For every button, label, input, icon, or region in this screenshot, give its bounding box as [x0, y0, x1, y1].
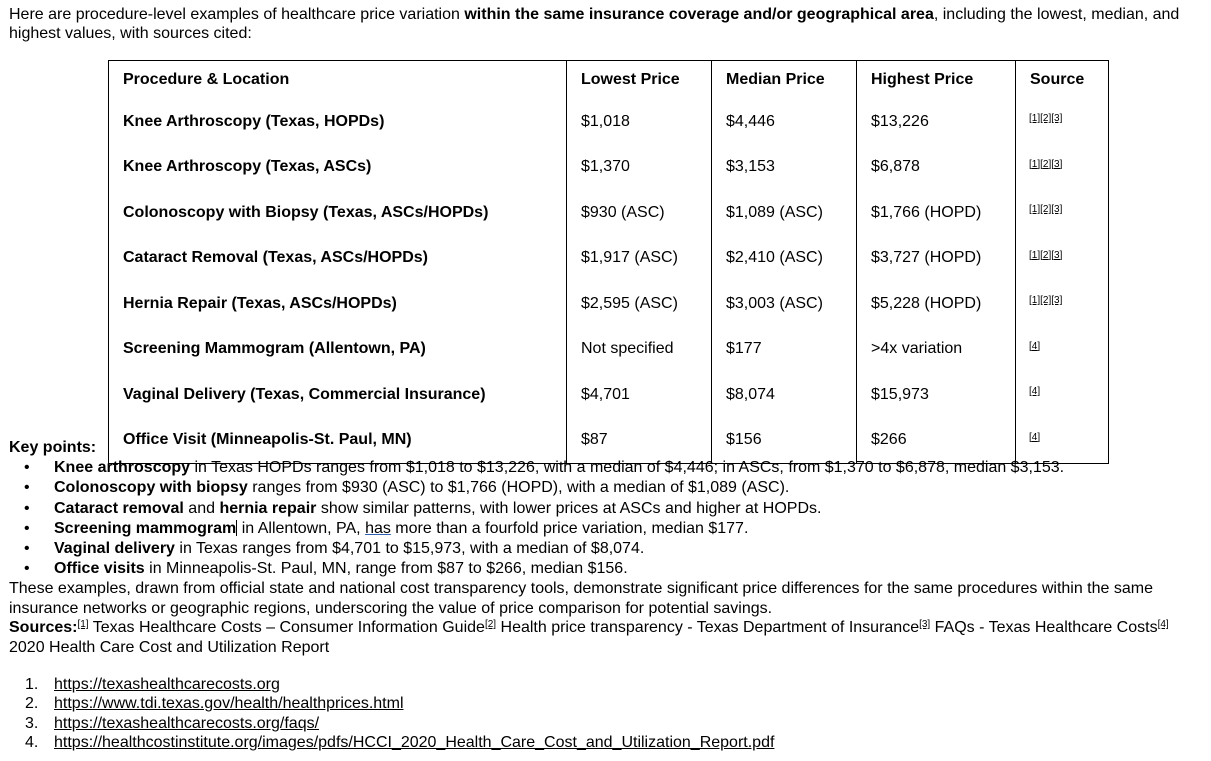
list-number: 1. [25, 676, 39, 693]
cell-lowest: $1,018 [567, 99, 712, 145]
cell-procedure: Colonoscopy with Biopsy (Texas, ASCs/HOPDs) [109, 190, 567, 236]
list-item [0, 733, 774, 752]
cell-highest: $15,973 [857, 372, 1016, 418]
list-item-bold: Cataract removal [54, 499, 184, 517]
list-item [0, 694, 774, 713]
bullet-icon: • [24, 499, 30, 517]
cell-highest: $13,226 [857, 99, 1016, 145]
source-ref-marker[interactable]: [2] [484, 619, 497, 630]
list-item [0, 478, 1064, 498]
cell-median: $2,410 (ASC) [712, 236, 857, 282]
bullet-icon: • [24, 540, 30, 558]
cell-highest: $5,228 (HOPD) [857, 281, 1016, 327]
sources-label: Sources: [9, 619, 78, 636]
cell-median: $3,153 [712, 145, 857, 191]
list-item-text: in Texas ranges from $4,701 to $15,973, with a median of $8,074. [174, 540, 645, 558]
table-row [109, 236, 1109, 282]
intro-text-bold: within the same insurance coverage and/or geographical area [464, 6, 934, 23]
cell-source-link[interactable]: [4] [1016, 372, 1109, 418]
source-ref-marker[interactable]: [3] [919, 619, 931, 630]
list-item [0, 714, 774, 733]
table-row [109, 327, 1109, 373]
list-item-text: more than a fourfold price variation, median $177. [390, 519, 749, 537]
list-item [0, 458, 1064, 478]
header-highest: Highest Price [857, 61, 1016, 100]
bullet-icon: • [24, 560, 30, 578]
price-table [108, 60, 1109, 464]
cell-highest: $266 [857, 418, 1016, 464]
source-link[interactable]: https://texashealthcarecosts.org/faqs/ [54, 714, 320, 732]
cell-source-link[interactable]: [1][2][3] [1016, 190, 1109, 236]
cell-median: $3,003 (ASC) [712, 281, 857, 327]
cell-highest: >4x variation [857, 327, 1016, 373]
cell-procedure: Cataract Removal (Texas, ASCs/HOPDs) [109, 236, 567, 282]
cell-procedure: Knee Arthroscopy (Texas, HOPDs) [109, 99, 567, 145]
list-item-text-pre: in Allentown, PA, [237, 519, 366, 537]
cell-lowest: $87 [567, 418, 712, 464]
list-item [0, 675, 774, 694]
source-link[interactable]: https://texashealthcarecosts.org [54, 676, 280, 693]
table-row [109, 418, 1109, 464]
source-link[interactable]: https://healthcostinstitute.org/images/pdfs/HCCI_2020_Health_Care_Cost_and_Utilization_Report.pdf [54, 733, 775, 751]
list-item-bold: Colonoscopy with biopsy [54, 479, 248, 497]
source-ref-marker[interactable]: [4] [1157, 619, 1169, 630]
table-row [109, 372, 1109, 418]
bullet-icon: • [24, 479, 30, 497]
list-item [0, 519, 1064, 539]
cell-procedure: Knee Arthroscopy (Texas, ASCs) [109, 145, 567, 191]
cell-highest: $1,766 (HOPD) [857, 190, 1016, 236]
table-header-row [109, 61, 1109, 100]
cell-procedure: Vaginal Delivery (Texas, Commercial Insurance) [109, 372, 567, 418]
bullet-icon: • [24, 459, 30, 476]
key-points-list [0, 458, 1064, 580]
header-procedure: Procedure & Location [109, 61, 567, 100]
intro-text-before: Here are procedure-level examples of healthcare price variation [9, 6, 465, 23]
key-points-heading: Key points: [9, 439, 97, 456]
bullet-icon: • [24, 519, 30, 537]
cell-procedure: Office Visit (Minneapolis-St. Paul, MN) [109, 418, 567, 464]
source-ref-title: Texas Healthcare Costs – Consumer Information Guide [88, 619, 485, 636]
header-lowest: Lowest Price [567, 61, 712, 100]
cell-source-link[interactable]: [1][2][3] [1016, 99, 1109, 145]
cell-median: $4,446 [712, 99, 857, 145]
source-ref-marker[interactable]: [1] [77, 619, 89, 630]
list-item-text-mid: and [183, 499, 220, 517]
source-links-list [0, 675, 774, 752]
list-item-bold: Vaginal delivery [54, 540, 175, 558]
source-ref-title: 2020 Health Care Cost and Utilization Report [9, 638, 330, 656]
cell-source-link[interactable]: [4] [1016, 418, 1109, 464]
intro-text-after: , including the lowest, median, and highest values, with sources cited: [9, 6, 1180, 42]
table-row [109, 281, 1109, 327]
cell-source-link[interactable]: [4] [1016, 327, 1109, 373]
cell-median: $1,089 (ASC) [712, 190, 857, 236]
cell-lowest: $930 (ASC) [567, 190, 712, 236]
cell-median: $156 [712, 418, 857, 464]
list-number: 2. [25, 695, 39, 713]
list-number: 3. [25, 714, 39, 732]
list-item [0, 539, 1064, 559]
list-item-text: ranges from $930 (ASC) to $1,766 (HOPD), with a median of $1,089 (ASC). [247, 479, 790, 497]
cell-lowest: $2,595 (ASC) [567, 281, 712, 327]
cell-highest: $6,878 [857, 145, 1016, 191]
intro-paragraph [9, 5, 1204, 43]
cell-median: $8,074 [712, 372, 857, 418]
source-ref-title: FAQs - Texas Healthcare Costs [930, 619, 1158, 636]
table-row [109, 145, 1109, 191]
cell-highest: $3,727 (HOPD) [857, 236, 1016, 282]
list-item-text: show similar patterns, with lower prices at ASCs and higher at HOPDs. [316, 499, 822, 517]
table-row [109, 190, 1109, 236]
summary-paragraph: These examples, drawn from official state and national cost transparency tools, demonstrate significant price differences for the same procedures within the same insurance networks or geographic regions, underscoring the value of price comparison for potential savings. [9, 580, 1153, 617]
list-item-bold: Office visits [54, 560, 145, 578]
list-item-bold: Screening mammogram [54, 519, 237, 537]
cell-median: $177 [712, 327, 857, 373]
list-number: 4. [25, 733, 39, 751]
cell-source-link[interactable]: [1][2][3] [1016, 236, 1109, 282]
sources-paragraph [9, 618, 1189, 657]
cell-source-link[interactable]: [1][2][3] [1016, 281, 1109, 327]
list-item-text: in Texas HOPDs ranges from $1,018 to $13,226, with a median of $4,446; in ASCs, from $1,370 to $6,878, median $3,153. [190, 459, 1065, 476]
cell-source-link[interactable]: [1][2][3] [1016, 145, 1109, 191]
source-link[interactable]: https://www.tdi.texas.gov/health/healthprices.html [54, 695, 404, 713]
list-item [0, 499, 1064, 519]
source-ref-title: Health price transparency - Texas Department of Insurance [496, 619, 920, 636]
grammar-flagged-word[interactable]: has [365, 519, 391, 537]
header-source: Source [1016, 61, 1109, 100]
list-item-bold: Knee arthroscopy [54, 459, 191, 476]
list-item-bold-second: hernia repair [219, 499, 317, 517]
cell-lowest: Not specified [567, 327, 712, 373]
cell-lowest: $1,917 (ASC) [567, 236, 712, 282]
cell-lowest: $1,370 [567, 145, 712, 191]
list-item [0, 559, 1064, 579]
header-median: Median Price [712, 61, 857, 100]
list-item-text: in Minneapolis-St. Paul, MN, range from $87 to $266, median $156. [144, 560, 628, 578]
cell-lowest: $4,701 [567, 372, 712, 418]
cell-procedure: Hernia Repair (Texas, ASCs/HOPDs) [109, 281, 567, 327]
table-row [109, 99, 1109, 145]
cell-procedure: Screening Mammogram (Allentown, PA) [109, 327, 567, 373]
